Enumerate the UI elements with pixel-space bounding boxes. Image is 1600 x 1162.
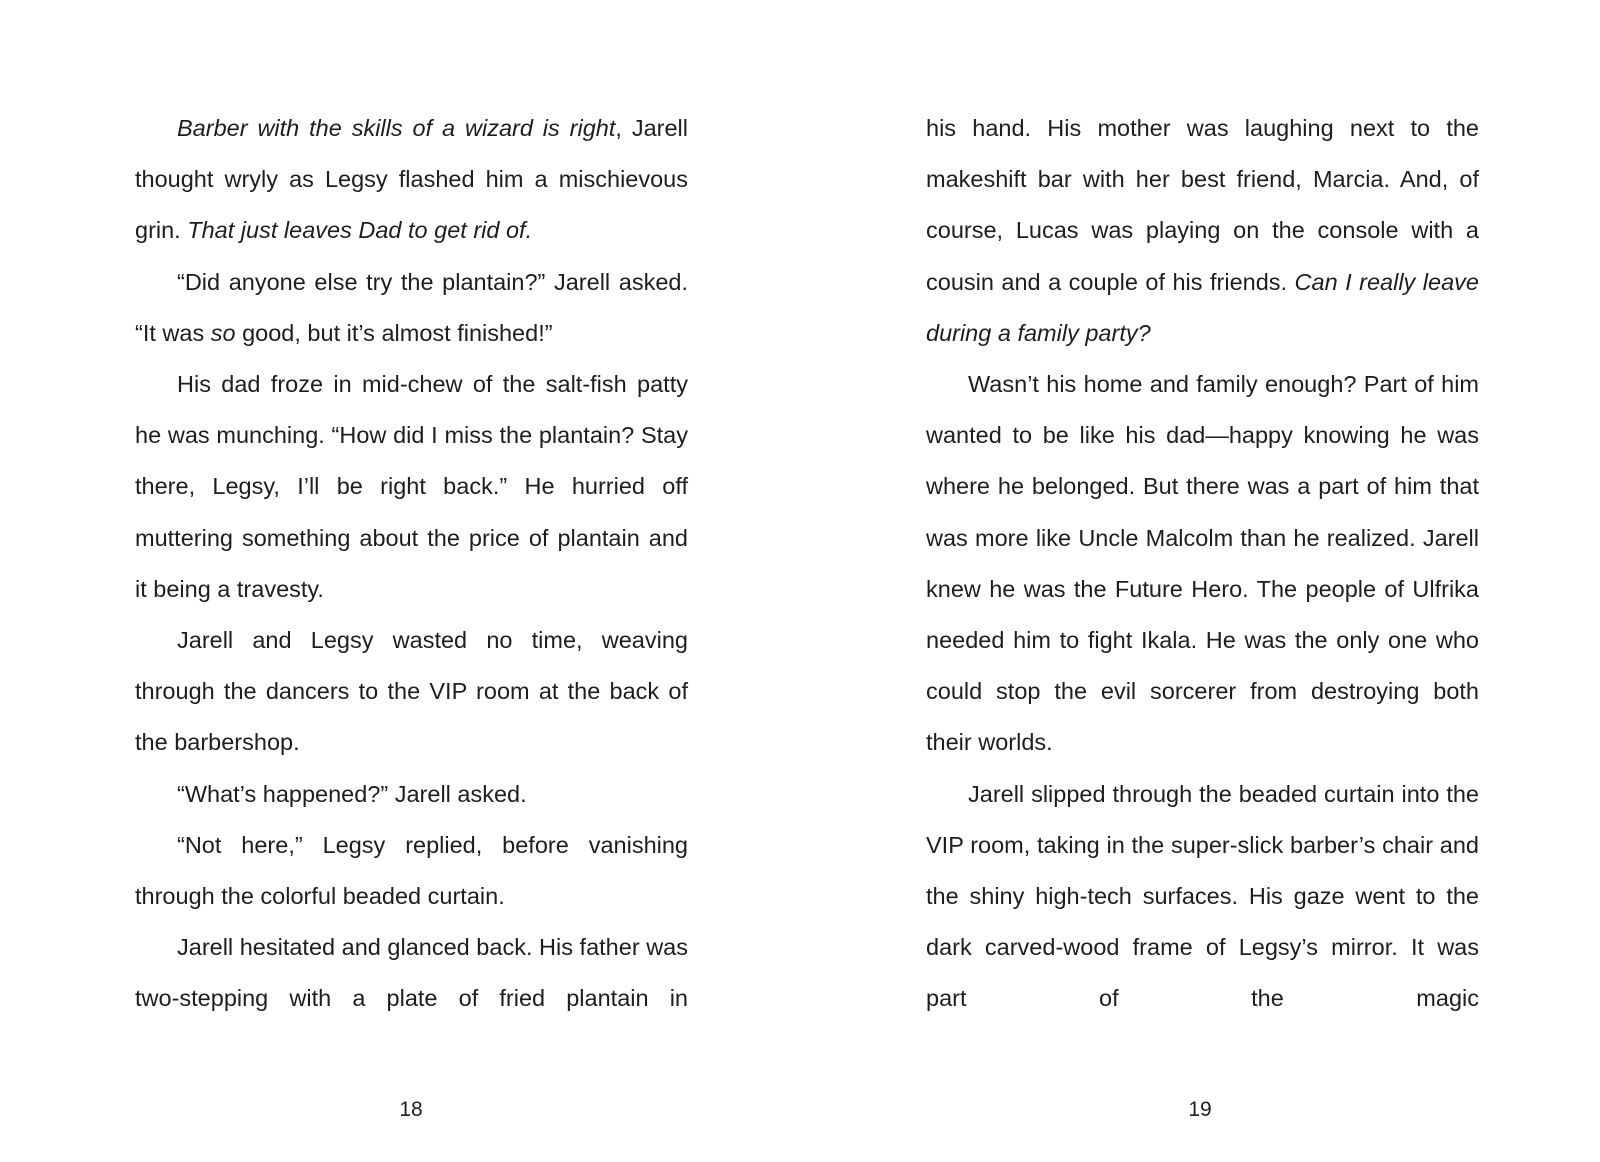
page-number: 19 [1188,1098,1212,1121]
paragraph [135,257,688,359]
paragraph [926,103,1479,359]
paragraph: Jarell hesitated and glanced back. His father was two-stepping with a plate of fried plantain in [135,934,688,1012]
text-span: his hand. His mother was laughing next to the makeshift bar with her best friend, Marcia. And, of course, Lucas was playing on the console with a cousin and a couple of his friends. [926,115,1479,295]
paragraph: “What’s happened?” Jarell asked. [177,780,527,807]
paragraph: Wasn’t his home and family enough? Part of him wanted to be like his dad—happy knowing he was where he belonged. But there was a part of him that was more like Uncle Malcolm than he realized. Jarell knew he was the Future Hero. The people of Ulfrika needed him to fight Ikala. He was the only one who could stop the evil sorcerer from destroying both their worlds. [926,371,1479,756]
italic-text: so [210,319,236,346]
italic-text: That just leaves Dad to get rid of. [187,217,533,244]
text-span: “Did anyone else try the plantain?” Jarell asked. “It was [135,268,688,346]
left-page-text [135,103,688,1025]
italic-text: Barber with the skills of a wizard is right [177,115,616,141]
right-page-text [926,103,1479,1025]
paragraph: His dad froze in mid-chew of the salt-fish patty he was munching. “How did I miss the plantain? Stay there, Legsy, I’ll be right back.” He hurried off muttering something about the price of plantain and it being a travesty. [135,371,688,602]
paragraph: Jarell slipped through the beaded curtain into the VIP room, taking in the super-slick barber’s chair and the shiny high-tech surfaces. His gaze went to the dark carved-wood frame of Legsy’s mirror. It was part of the magic [926,780,1479,1012]
italic-text: Can I really leave during a family party? [926,268,1479,346]
paragraph: Jarell and Legsy wasted no time, weaving through the dancers to the VIP room at the back of the barbershop. [135,627,688,756]
text-span: good, but it’s almost finished!” [235,319,553,346]
text-span: , Jarell thought wryly as Legsy flashed him a mischievous grin. [135,115,688,244]
page-number: 18 [399,1098,423,1121]
paragraph [135,103,688,257]
paragraph: “Not here,” Legsy replied, before vanishing through the colorful beaded curtain. [135,831,688,910]
